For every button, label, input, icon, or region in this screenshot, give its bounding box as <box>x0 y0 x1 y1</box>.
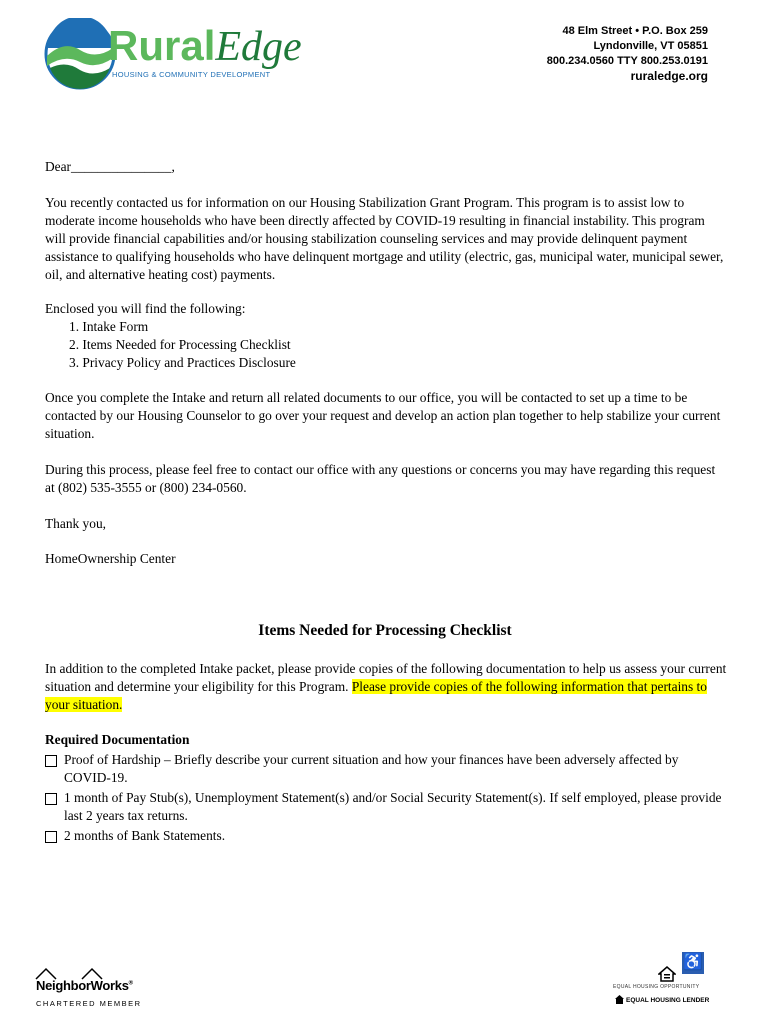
address-phones: 800.234.0560 TTY 800.253.0191 <box>546 55 708 67</box>
logo-word-edge: Edge <box>215 24 302 70</box>
enclosed-intro: Enclosed you will find the following: <box>45 301 246 316</box>
checklist-item <box>45 827 725 845</box>
logo-emblem-icon <box>44 18 116 90</box>
address-line-1: 48 Elm Street • P.O. Box 259 <box>562 25 708 37</box>
signature: HomeOwnership Center <box>45 551 176 566</box>
checkbox[interactable] <box>45 793 57 805</box>
equal-housing-opportunity-icon <box>658 966 676 982</box>
equal-housing-lender-icon <box>614 994 625 1005</box>
website-link[interactable]: ruraledge.org <box>630 69 708 83</box>
checklist-title: Items Needed for Processing Checklist <box>258 622 512 639</box>
address-line-2: Lyndonville, VT 05851 <box>593 40 708 52</box>
closing: Thank you, <box>45 516 106 531</box>
checklist-item-text: 2 months of Bank Statements. <box>64 828 226 843</box>
checklist-item-text: 1 month of Pay Stub(s), Unemployment Statement(s) and/or Social Security Statement(s). If self employed, please provide last 2 years tax returns. <box>64 790 722 823</box>
checklist-item <box>45 751 725 787</box>
checkbox[interactable] <box>45 755 57 767</box>
ruraledge-logo <box>44 18 344 90</box>
checklist-intro-text: In addition to the completed Intake packet, please provide copies of the following documentation to help us assess your current situation and determine your eligibility for this Program. <box>45 661 727 694</box>
checkbox[interactable] <box>45 831 57 843</box>
letter-paragraph-2: Once you complete the Intake and return all related documents to our office, you will be contacted to set up a time to be contacted by our Housing Counselor to go over your request and develop an action plan together to help stabilize your current situation. <box>45 390 721 441</box>
list-item: 1. Intake Form <box>69 319 149 334</box>
enclosed-list <box>69 318 296 372</box>
letter-paragraph-3: During this process, please feel free to contact our office with any questions or concerns you may have regarding this request at (802) 535-3555 or (800) 234-0560. <box>45 462 716 495</box>
equal-housing-lender-label: EQUAL HOUSING LENDER <box>626 997 710 1004</box>
neighborworks-wordmark: NeighborWorks <box>36 978 129 993</box>
equal-housing-logos <box>612 952 712 1012</box>
list-item: 2. Items Needed for Processing Checklist <box>69 337 291 352</box>
registered-mark: ® <box>128 980 133 987</box>
checklist-item <box>45 789 725 825</box>
neighborworks-name <box>36 978 133 993</box>
letter-paragraph-1: You recently contacted us for information on our Housing Stabilization Grant Program. This program is to assist low to moderate income households who have been directly affected by COVID-19 resulting in financial instability. This program will provide financial capabilities and/or housing stabilization counseling services and may provide delinquent payment assistance to qualifying households who have delinquent mortgage and utility (electric, gas, municipal water, municipal sewer, oil, and alternative heating cost) payments. <box>45 195 724 282</box>
list-item: 3. Privacy Policy and Practices Disclosure <box>69 355 296 370</box>
checklist-item-text: Proof of Hardship – Briefly describe your current situation and how your finances have been adversely affected by COVID-19. <box>64 752 679 785</box>
required-documentation-list <box>45 751 725 845</box>
required-documentation-heading: Required Documentation <box>45 732 190 747</box>
salutation: Dear_______________, <box>45 159 175 174</box>
logo-wordmark <box>108 24 302 69</box>
chartered-member-label: CHARTERED MEMBER <box>36 999 142 1008</box>
equal-housing-opportunity-label: EQUAL HOUSING OPPORTUNITY <box>613 984 700 990</box>
checklist-intro <box>45 660 727 714</box>
logo-word-rural: Rural <box>108 22 216 69</box>
neighborworks-logo <box>34 966 142 1010</box>
highlighted-instruction: Please provide copies of the following information that pertains to your situation. <box>45 679 707 712</box>
logo-tagline: HOUSING & COMMUNITY DEVELOPMENT <box>112 70 271 79</box>
address-block <box>547 24 708 84</box>
wheelchair-icon: ♿ <box>682 952 704 974</box>
